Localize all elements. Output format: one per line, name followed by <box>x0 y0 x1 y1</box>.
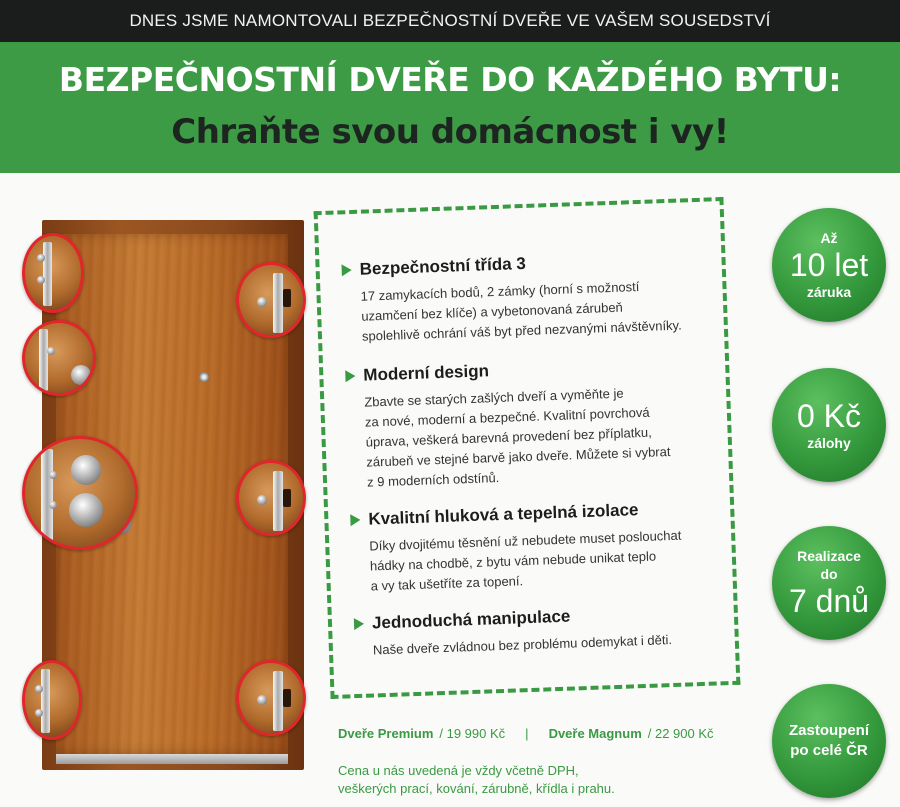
lock-detail-main <box>22 436 138 550</box>
price-note-line: veškerých prací, kování, zárubně, křídla i prahu. <box>338 781 615 796</box>
feature-insulation <box>350 497 723 597</box>
magnum-price: / 22 900 Kč <box>647 726 714 741</box>
badge-warranty <box>772 208 886 322</box>
price-note <box>338 762 758 798</box>
top-banner-text: DNES JSME NAMONTOVALI BEZPEČNOSTNÍ DVEŘE VE VAŠEM SOUSEDSTVÍ <box>129 11 771 30</box>
badge-delivery <box>772 526 886 640</box>
top-banner <box>0 0 900 42</box>
feature-title: Kvalitní hluková a tepelná izolace <box>368 500 639 529</box>
feature-security-class <box>341 247 714 347</box>
feature-text <box>346 380 719 493</box>
price-separator: | <box>525 726 529 741</box>
peephole-icon <box>199 372 209 382</box>
feature-title: Jednoduchá manipulace <box>371 606 571 633</box>
badge-bottom-text: záruka <box>806 284 852 300</box>
feature-text <box>351 524 723 597</box>
badge-deposit <box>772 368 886 482</box>
lock-detail-mid-left <box>22 320 96 396</box>
feature-line: uzamčení bez klíče) a vybetonovaná zárubeň <box>361 299 624 324</box>
feature-title: Bezpečnostní třída 3 <box>359 253 527 279</box>
price-note-line: Cena u nás uvedená je vždy včetně DPH, <box>338 763 579 778</box>
arrow-icon <box>345 370 355 382</box>
badge-bottom-text: zálohy <box>807 435 851 451</box>
feature-line: z 9 moderních odstínů. <box>366 469 500 490</box>
feature-easy-handling <box>354 601 725 661</box>
feature-line: Naše dveře zvládnou bez problému odemykat i děti. <box>372 632 673 658</box>
arrow-icon <box>350 514 360 526</box>
hinge-detail-middle <box>236 460 306 536</box>
badge-big-text: 0 Kč <box>796 398 862 434</box>
arrow-icon <box>341 264 351 276</box>
magnum-name: Dveře Magnum <box>548 726 642 741</box>
price-line <box>338 726 738 741</box>
badge-top-text: Zastoupení po celé ČR <box>788 722 869 759</box>
feature-modern-design <box>345 353 719 493</box>
hero-header <box>0 42 900 173</box>
premium-name: Dveře Premium <box>338 726 434 741</box>
features-box <box>314 197 741 699</box>
feature-line: spolehlivě ochrání váš byt před nezvanými návštěvníky. <box>361 317 682 344</box>
badge-big-text: 10 let <box>789 247 869 283</box>
badge-top-text: Realizace do <box>797 548 861 582</box>
hero-title: BEZPEČNOSTNÍ DVEŘE DO KAŽDÉHO BYTU: <box>58 60 842 99</box>
badge-big-text: 7 dnů <box>788 583 870 619</box>
hero-subtitle: Chraňte svou domácnost i vy! <box>171 112 729 152</box>
feature-line: úprava, veškerá barevná provedení bez příplatku, <box>365 424 652 450</box>
feature-line: 17 zamykacích bodů, 2 zámky (horní s možností <box>360 278 640 304</box>
premium-price: / 19 990 Kč <box>439 726 506 741</box>
lock-detail-top-left <box>22 233 84 313</box>
badge-top-text: Až <box>820 230 838 246</box>
hinge-detail-bottom <box>236 660 306 736</box>
badge-coverage <box>772 684 886 798</box>
feature-line: zárubeň ve stejné barvě jako dveře. Můžete si vybrat <box>366 444 671 470</box>
feature-title: Moderní design <box>363 361 490 385</box>
hinge-detail-top <box>236 262 306 338</box>
feature-line: Zbavte se starých zašlých dveří a vyměňte je <box>364 385 624 410</box>
feature-text <box>342 274 714 347</box>
feature-text <box>355 628 725 661</box>
feature-line: hádky na chodbě, z bytu vám nebude unikat teplo <box>369 548 657 574</box>
arrow-icon <box>354 618 364 630</box>
feature-line: za nové, moderní a bezpečné. Kvalitní povrchová <box>364 404 650 430</box>
feature-line: Díky dvojitému těsnění už nebudete muset poslouchat <box>369 527 682 554</box>
feature-line: a vy tak ušetříte za topení. <box>370 573 524 594</box>
lock-detail-bottom-left <box>22 660 82 740</box>
door-threshold <box>56 754 288 764</box>
